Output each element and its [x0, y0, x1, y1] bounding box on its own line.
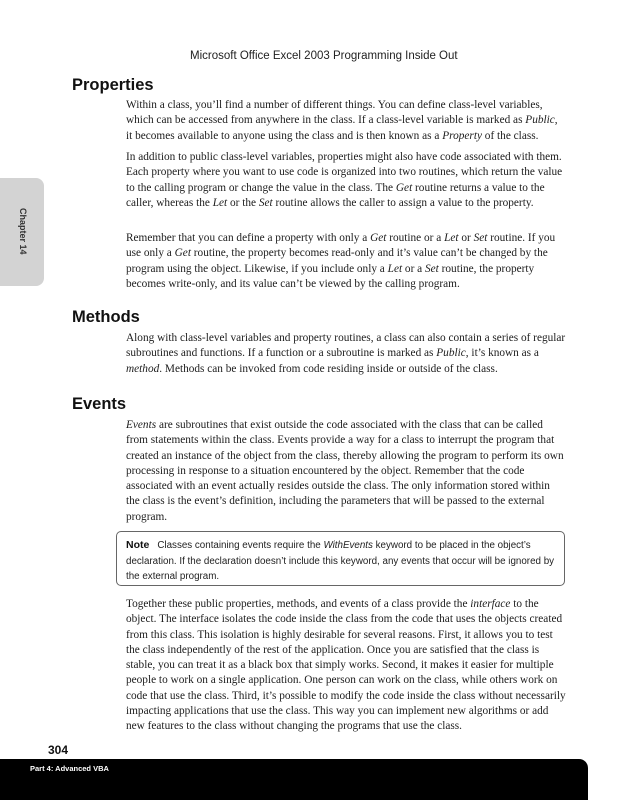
- note-label: Note: [126, 539, 150, 551]
- properties-paragraph-2: In addition to public class-level variables, properties might also have code associated with them. Each property where you want to use code is organized into two routines, which return the value to the calling program or change the value in the class. The Get routine returns a value to the caller, whereas the Let or the Set routine allows the caller to assign a value to the property.: [126, 151, 563, 209]
- footer-bar: [0, 759, 588, 800]
- heading-methods: Methods: [72, 308, 140, 326]
- properties-paragraph-1: Within a class, you’ll find a number of different things. You can define class-level variables, which can be accessed from anywhere in the class. If a class-level variable is marked as Public, it becomes available to anyone using the class and is then known as a Property of the class.: [126, 99, 558, 142]
- note-box: Note Classes containing events require the WithEvents keyword to be placed in the object’s declaration. If the declaration doesn’t include this keyword, any events that occur will be ignored by the external program.: [116, 531, 565, 586]
- part-label: Part 4: Advanced VBA: [30, 764, 109, 773]
- page-number: 304: [48, 743, 69, 757]
- events-paragraph-1: Events are subroutines that exist outside the code associated with the class that can be called from statements within the class. Events provide a way for a class to interrupt the program that created an instance of the object from the class, thereby allowing the program to perform its own processing in response to a situation encountered by the object. Remember that the code associated with an event actually resides outside the class. The only information stored within the class is the event’s definition, including the parameters that will be passed to the external program.: [126, 419, 564, 523]
- running-head: Microsoft Office Excel 2003 Programming Inside Out: [190, 50, 458, 62]
- heading-events: Events: [72, 395, 127, 413]
- chapter-tab: [0, 178, 44, 286]
- chapter-tab-label: Chapter 14: [18, 208, 28, 255]
- properties-paragraph-3: Remember that you can define a property with only a Get routine or a Let or Set routine. If you use only a Get routine, the property becomes read-only and it’s value can’t be changed by the program using the object. Likewise, if you include only a Let or a Set routine, the property becomes write-only, and its value can’t be viewed by the calling program.: [126, 232, 556, 290]
- events-paragraph-2: Together these public properties, methods, and events of a class provide the interface to the object. The interface isolates the code inside the class from the code that uses the objects created from this class. This isolation is highly desirable for several reasons. First, it allows you to test the class independently of the rest of the application. Once you are satisfied that the class is stable, you can treat it as a black box that simply works. Second, it makes it easier for multiple people to work on a single application. One person can work on the class, while others work on code that use the class. Third, it’s possible to modify the code inside the class without necessarily impacting applications that use the class. This way you can implement new algorithms or add new features to the class without changing the programs that use the class.: [126, 598, 566, 733]
- heading-properties: Properties: [72, 76, 154, 94]
- methods-paragraph-1: Along with class-level variables and property routines, a class can also contain a series of regular subroutines and functions. If a function or a subroutine is marked as Public, it’s known as a method. Methods can be invoked from code residing inside or outside of the class.: [126, 332, 566, 375]
